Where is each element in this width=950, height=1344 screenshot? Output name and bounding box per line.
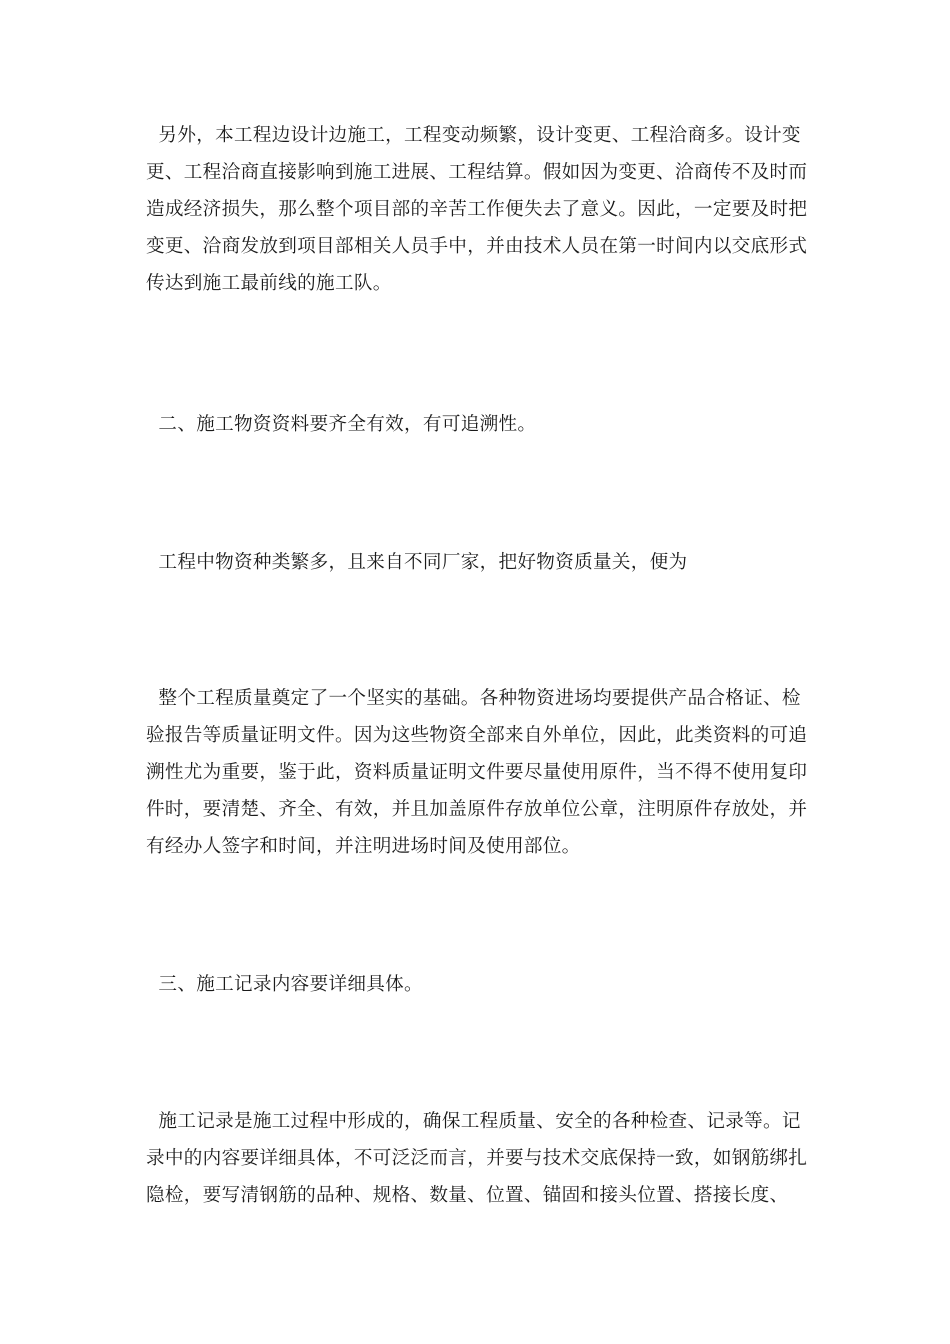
section-heading-records: 三、施工记录内容要详细具体。 [146,974,423,995]
paragraph-records-detail: 施工记录是施工过程中形成的，确保工程质量、安全的各种检查、记录等。记录中的内容要详细具体，不可泛泛而言，并要与技术交底保持一致，如钢筋绑扎隐检，要写清钢筋的品种、规格、数量、位置、锚固和接头位置、搭接长度、 [146,1111,808,1206]
paragraph-materials-intro: 工程中物资种类繁多，且来自不同厂家，把好物资质量关，便为 [146,552,688,573]
section-heading-materials: 二、施工物资资料要齐全有效，有可追溯性。 [146,414,537,435]
paragraph-design-changes: 另外，本工程边设计边施工，工程变动频繁，设计变更、工程洽商多。设计变更、工程洽商直接影响到施工进展、工程结算。假如因为变更、洽商传不及时而造成经济损失，那么整个项目部的辛苦工作便失去了意义。因此，一定要及时把变更、洽商发放到项目部相关人员手中，并由技术人员在第一时间内以交底形式传达到施工最前线的施工队。 [146,125,808,294]
paragraph-materials-detail: 整个工程质量奠定了一个坚实的基础。各种物资进场均要提供产品合格证、检验报告等质量证明文件。因为这些物资全部来自外单位，因此，此类资料的可追溯性尤为重要，鉴于此，资料质量证明文件要尽量使用原件，当不得不使用复印件时，要清楚、齐全、有效，并且加盖原件存放单位公章，注明原件存放处，并有经办人签字和时间，并注明进场时间及使用部位。 [146,688,808,857]
